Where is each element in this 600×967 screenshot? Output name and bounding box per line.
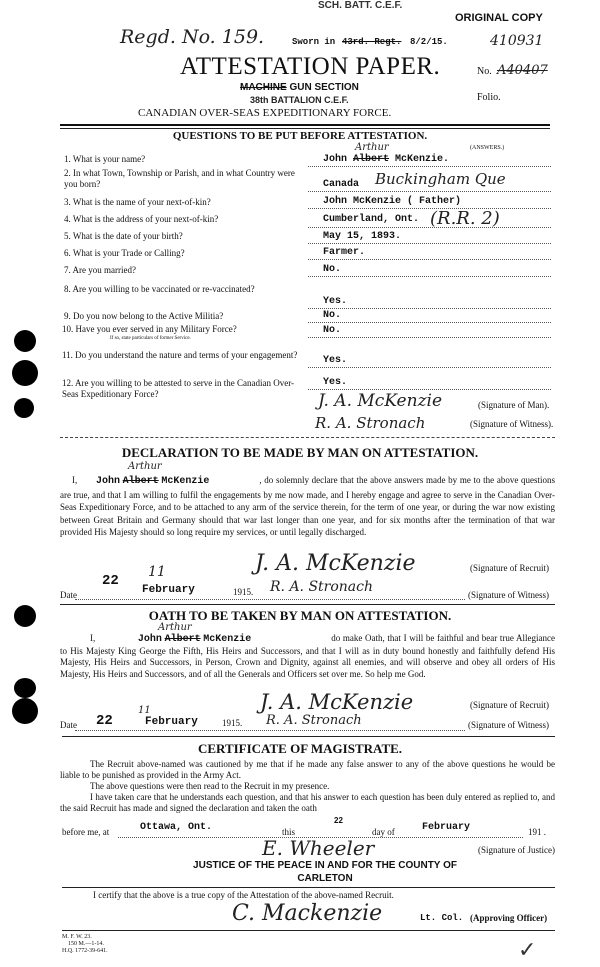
declaration-body: , do solemnly declare that the above answers made by me to the above questions are true, and that I am willing to fulfil the engagements by me now made, and I hereby engage and agree to serve in the Canadian Over-Seas Expeditionary Force, and to be attached to any arm of the service therein, for the term of one year, or during the war now existing between Great Britain and Germany should that war last longer than one year, and for six months after the termination of that war provided His Majesty should so long require my services, or until legally discharged.	[60, 475, 556, 537]
hq-reference: H.Q. 1772-39-641.	[62, 948, 108, 954]
attestation-place: Ottawa, Ont.	[140, 822, 213, 833]
oath-heading: OATH TO BE TAKEN BY MAN ON ATTESTATION.	[148, 608, 452, 623]
certify-text: I certify that the above is a true copy of the Attestation of the above-named Recruit.	[93, 890, 394, 900]
answer-2: Canada	[323, 179, 360, 190]
force-name: CANADIAN OVER-SEAS EXPEDITIONARY FORCE.	[138, 107, 392, 119]
question-3: 3. What is the name of your next-of-kin?	[64, 197, 211, 207]
oath-text	[60, 633, 555, 680]
question-10-subnote: If so, state particulars of former Service.	[110, 336, 191, 341]
answer-9: No.	[323, 310, 342, 321]
struck-number: A40407	[497, 63, 548, 78]
oath-signature-witness-label: (Signature of Witness)	[468, 720, 549, 730]
answer-line	[308, 389, 551, 390]
answer-line	[308, 243, 551, 244]
double-rule	[60, 124, 550, 126]
answer-1: John Albert McKenzie.	[323, 154, 450, 165]
questions-heading: QUESTIONS TO BE PUT BEFORE ATTESTATION.	[172, 130, 428, 142]
answer-line	[308, 191, 551, 192]
signature-of-witness-label: (Signature of Witness).	[470, 419, 554, 429]
question-2: 2. In what Town, Township or Parish, and in what Country were you born?	[64, 168, 295, 189]
oath-name-insert: Arthur	[158, 622, 192, 633]
certificate-day: 22	[334, 816, 343, 825]
day-of-label: day of	[372, 827, 395, 837]
regimental-number-handwritten: 410931	[490, 33, 544, 49]
folio-label: Folio.	[477, 92, 501, 103]
signature-of-man-label: (Signature of Man).	[478, 400, 550, 410]
declaration-signature-recruit: J. A. McKenzie	[255, 551, 416, 576]
answer-10: No.	[323, 325, 342, 336]
oath-date-label: Date	[60, 720, 77, 730]
form-number: M. F. W. 23.	[62, 934, 92, 940]
punch-hole	[12, 360, 38, 386]
oath-signature-witness: R. A. Stronach	[266, 713, 362, 728]
answer-4: Cumberland, Ont.	[323, 214, 420, 225]
form-reference	[62, 934, 108, 955]
declaration-signature-recruit-label: (Signature of Recruit)	[470, 563, 549, 573]
answer-3: John McKenzie ( Father)	[323, 196, 462, 207]
machine-gun-section-stamp: MACHINE GUN SECTION	[240, 82, 359, 93]
question-5: 5. What is the date of your birth?	[64, 231, 183, 241]
approving-officer-label: (Approving Officer)	[470, 913, 548, 923]
answer-line	[308, 367, 551, 368]
section-divider	[62, 930, 555, 931]
oath-name-last: McKenzie	[203, 634, 252, 645]
declaration-month: February	[142, 584, 195, 596]
answer-line	[308, 308, 551, 309]
declaration-name-first: John	[95, 476, 120, 487]
oath-year: 1915.	[222, 718, 243, 728]
declaration-signature-witness-label: (Signature of Witness)	[468, 590, 549, 600]
question-11: 11. Do you understand the nature and terms of your engagement?	[62, 350, 298, 360]
certificate-year: 191 .	[528, 827, 546, 837]
certificate-paragraph-2: The above questions were then read to the Recruit in my presence.	[90, 781, 330, 791]
answers-label: (ANSWERS.)	[470, 145, 505, 151]
battalion-overprint: 38th BATTALION C.E.F.	[250, 95, 349, 105]
declaration-day: 22	[102, 573, 119, 589]
officer-rank: Lt. Col.	[420, 913, 464, 923]
oath-signature-recruit-label: (Signature of Recruit)	[470, 700, 549, 710]
declaration-name-last: McKenzie	[161, 476, 210, 487]
name-correction-arthur: Arthur	[355, 142, 389, 153]
answer-11: Yes.	[323, 355, 348, 366]
before-me-label: before me, at	[62, 827, 110, 837]
double-rule	[60, 128, 550, 129]
question-9: 9. Do you now belong to the Active Militia?	[64, 311, 224, 321]
birthplace-handwritten: Buckingham Que	[375, 170, 506, 188]
oath-name-struck: Albert	[164, 634, 201, 645]
oath-day: 22	[96, 713, 113, 729]
answer-8: Yes.	[323, 296, 348, 307]
oath-i: I,	[90, 633, 96, 643]
question-4: 4. What is the address of your next-of-kin?	[64, 214, 219, 224]
answer-7: No.	[323, 264, 342, 275]
declaration-heading: DECLARATION TO BE MADE BY MAN ON ATTESTATION.	[121, 445, 479, 460]
answer-line	[308, 259, 551, 260]
declaration-name-insert: Arthur	[128, 461, 162, 472]
number-label: No.	[477, 66, 492, 77]
answer-line	[308, 276, 551, 277]
certificate-paragraph-3: I have taken care that he understands each question, and that his answer to each question has been duly entered as replied to, and the said Recruit has made and signed the declaration and taken the oath	[60, 792, 555, 813]
print-run: 150 M.—1-14.	[68, 941, 104, 947]
signature-of-justice-label: (Signature of Justice)	[478, 845, 555, 855]
declaration-i: I,	[72, 475, 78, 485]
question-6: 6. What is your Trade or Calling?	[64, 248, 185, 258]
oath-body: do make Oath, that I will be faithful and bear true Allegiance to His Majesty King George the Fifth, His Heirs and Successors, and that I will as in duty bound honestly and faithfully defend His Majesty, His Heirs and Successors, in Person, Crown and Dignity, against all enemies, and will observe and obey all orders of His Majesty, His Heirs and Successors, and of all the Generals and Officers set over me. So help me God.	[60, 633, 556, 679]
answer-line	[308, 337, 551, 338]
declaration-year: 1915.	[233, 587, 254, 597]
question-7: 7. Are you married?	[64, 265, 136, 275]
question-1: 1. What is your name?	[64, 154, 146, 164]
answer-line	[308, 227, 551, 228]
oath-day-note: 11	[138, 705, 151, 716]
declaration-date-label: Date	[60, 590, 77, 600]
address-note-handwritten: (R.R. 2)	[430, 208, 500, 229]
date-line	[75, 599, 465, 600]
section-divider	[60, 604, 555, 605]
declaration-name-struck: Albert	[122, 476, 159, 487]
sworn-in-struck-regiment: 43rd. Regt.	[342, 37, 402, 47]
sworn-date: 8/2/15.	[410, 37, 448, 47]
document-title: ATTESTATION PAPER.	[180, 53, 441, 80]
answer-line	[308, 322, 551, 323]
section-divider	[60, 437, 555, 438]
signature-of-witness: R. A. Stronach	[315, 414, 426, 432]
punch-hole	[14, 330, 36, 352]
signature-of-approving-officer: C. Mackenzie	[232, 901, 383, 926]
certificate-paragraph-1: The Recruit above-named was cautioned by me that if he made any false answer to any of the above questions he would be liable to be punished as provided in the Army Act.	[60, 759, 555, 780]
answer-6: Farmer.	[323, 247, 366, 258]
original-copy-stamp: ORIGINAL COPY	[455, 12, 543, 24]
date-line	[75, 730, 465, 731]
section-divider	[62, 887, 555, 888]
oath-name-first: John	[137, 634, 162, 645]
oath-signature-recruit: J. A. McKenzie	[260, 690, 414, 714]
punch-hole	[14, 678, 36, 698]
oath-month: February	[145, 716, 198, 728]
regd-no-handwritten: Regd. No. 159.	[120, 26, 265, 48]
answer-5: May 15, 1893.	[323, 231, 402, 242]
certificate-heading: CERTIFICATE OF MAGISTRATE.	[197, 741, 403, 756]
signature-of-justice: E. Wheeler	[262, 836, 375, 860]
question-8: 8. Are you willing to be vaccinated or re-vaccinated?	[64, 284, 255, 294]
section-divider	[62, 736, 555, 737]
sworn-in-label: Sworn in	[292, 37, 336, 47]
checkmark-icon: ✓	[518, 937, 537, 962]
declaration-text	[60, 474, 555, 539]
punch-hole	[12, 698, 38, 724]
certificate-text	[60, 759, 555, 814]
question-10: 10. Have you ever served in any Military Force?	[62, 324, 237, 334]
this-label: this	[282, 827, 296, 837]
question-12: 12. Are you willing to be attested to serve in the Canadian Over-Seas Expeditionary Force?	[62, 378, 295, 399]
signature-of-man: J. A. McKenzie	[318, 391, 443, 411]
certificate-month: February	[422, 822, 471, 833]
justice-of-peace-stamp: JUSTICE OF THE PEACE IN AND FOR THE COUNTY OF CARLETON	[193, 860, 457, 884]
answer-12: Yes.	[323, 377, 348, 388]
battalion-stamp: SCH. BATT. C.E.F.	[318, 0, 403, 11]
punch-hole	[14, 398, 34, 418]
declaration-day-note: 11	[148, 564, 166, 580]
answer-line	[308, 166, 551, 167]
declaration-signature-witness: R. A. Stronach	[270, 579, 374, 595]
